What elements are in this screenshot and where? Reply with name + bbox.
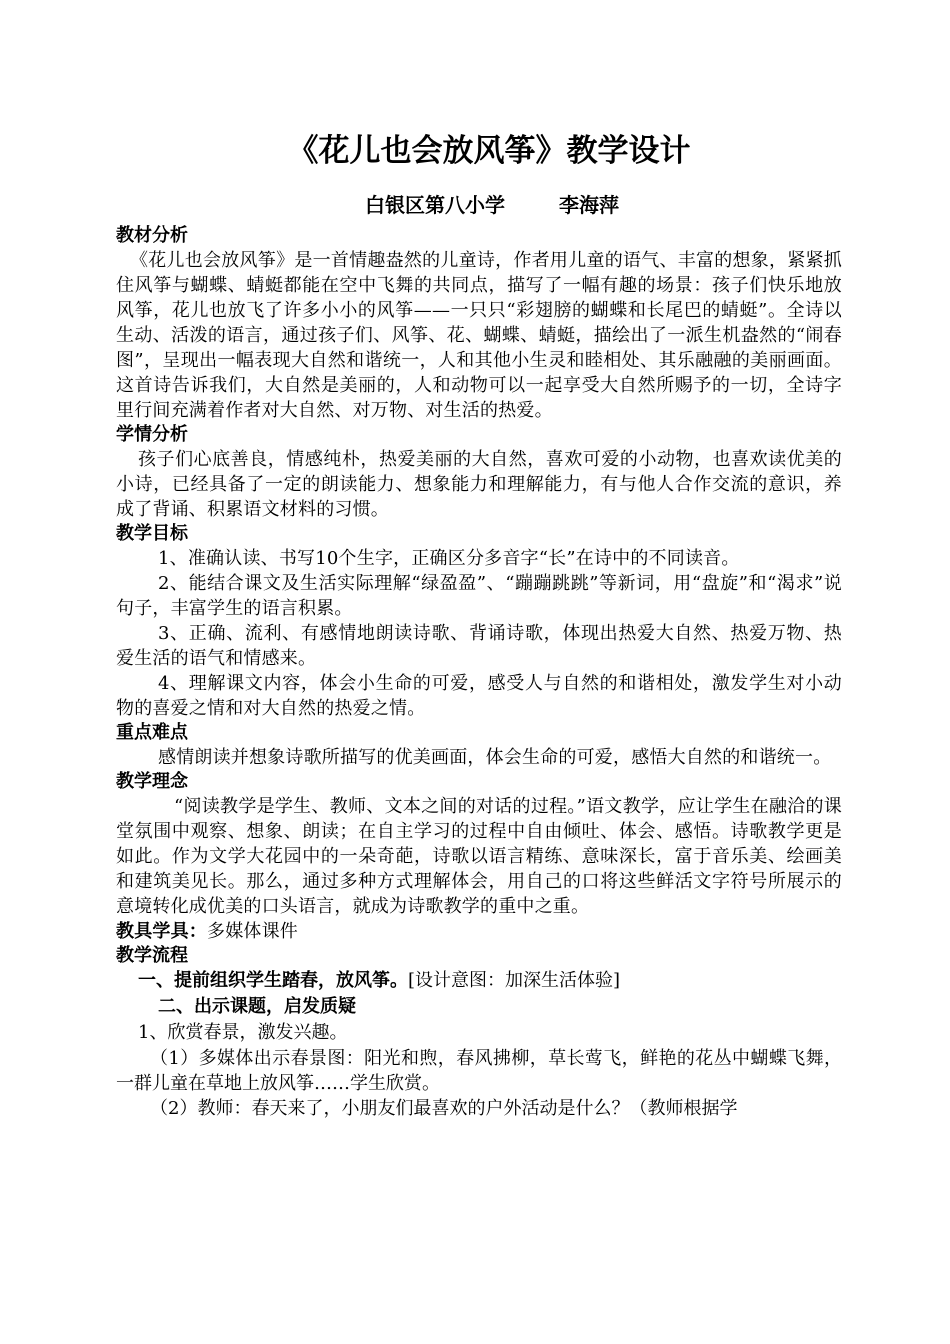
document-title: 《花儿也会放风筝》教学设计 xyxy=(287,133,691,169)
goal-item-3: 3、正确、流利、有感情地朗读诗歌、背诵诗歌，体现出热爱大自然、热爱万物、热爱生活的语气和情感来。 xyxy=(116,623,842,669)
tools-label: 教具学具： xyxy=(116,921,207,942)
process-step-1 xyxy=(116,968,842,994)
keypoints-text: 感情朗读并想象诗歌所描写的优美画面，体会生命的可爱，感悟大自然的和谐统一。 xyxy=(158,747,832,768)
process-step-2: 二、出示课题，启发质疑 xyxy=(158,996,356,1017)
philosophy-text: “阅读教学是学生、教师、文本之间的对话的过程。”语文教学，应让学生在融洽的课堂氛围中观察、想象、朗读；在自主学习的过程中自由倾吐、体会、感悟。诗歌教学更是如此。作为文学大花园中的一朵奇葩，诗歌以语言精练、意味深长，富于音乐美、绘画美和建筑美见长。那么，通过多种方式理解体会，用自己的口将这些鲜活文字符号所展示的意境转化成优美的口头语言，就成为诗歌教学的重中之重。 xyxy=(116,796,842,917)
document-page xyxy=(116,128,842,1121)
goal-item-4: 4、理解课文内容，体会小生命的可爱，感受人与自然的和谐相处，激发学生对小动物的喜爱之情和对大自然的热爱之情。 xyxy=(116,673,842,719)
goal-item-2: 2、能结合课文及生活实际理解“绿盈盈”、“蹦蹦跳跳”等新词，用“盘旋”和“渴求”说句子，丰富学生的语言积累。 xyxy=(116,573,842,619)
student-analysis-text: 孩子们心底善良，情感纯朴，热爱美丽的大自然，喜欢可爱的小动物，也喜欢读优美的小诗，已经具备了一定的朗读能力、想象能力和理解能力，有与他人合作交流的意识，养成了背诵、积累语文材料的习惯。 xyxy=(116,449,842,520)
section-heading-process: 教学流程 xyxy=(116,945,188,966)
process-substep-1: 1、欣赏春景，激发兴趣。 xyxy=(138,1022,348,1043)
material-analysis-text: 《花儿也会放风筝》是一首情趣盎然的儿童诗，作者用儿童的语气、丰富的想象，紧紧抓住风筝与蝴蝶、蜻蜓都能在空中飞舞的共同点，描写了一幅有趣的场景：孩子们快乐地放风筝，花儿也放飞了许多小小的风筝——一只只“彩翅膀的蝴蝶和长尾巴的蜻蜓”。全诗以生动、活泼的语言，通过孩子们、风筝、花、蝴蝶、蜻蜓，描绘出了一派生机盎然的“闹春图”，呈现出一幅表现大自然和谐统一，人和其他小生灵和睦相处、其乐融融的美丽画面。这首诗告诉我们，大自然是美丽的，人和动物可以一起享受大自然所赐予的一切，全诗字里行间充满着作者对大自然、对万物、对生活的热爱。 xyxy=(116,250,842,421)
process-step-1-note: [设计意图：加深生活体验] xyxy=(408,970,621,991)
section-heading-goals: 教学目标 xyxy=(116,523,188,544)
process-substep-1a: （1）多媒体出示春景图：阳光和煦，春风拂柳，草长莺飞，鲜艳的花丛中蝴蝶飞舞，一群儿童在草地上放风筝……学生欣赏。 xyxy=(116,1048,842,1094)
section-heading-keypoints: 重点难点 xyxy=(116,722,188,743)
author-name: 李海萍 xyxy=(559,193,619,217)
process-step-1-title: 一、提前组织学生踏春，放风筝。 xyxy=(138,970,408,991)
school-name: 白银区第八小学 xyxy=(365,193,505,217)
goal-item-1: 1、准确认读、书写10个生字，正确区分多音字“长”在诗中的不同读音。 xyxy=(158,548,740,569)
process-substep-1b: （2）教师：春天来了，小朋友们最喜欢的户外活动是什么？（教师根据学 xyxy=(150,1098,738,1119)
section-heading-philosophy: 教学理念 xyxy=(116,771,188,792)
section-heading-students: 学情分析 xyxy=(116,424,188,445)
tools-value: 多媒体课件 xyxy=(207,921,298,942)
author-line xyxy=(116,186,842,224)
tools-line xyxy=(116,919,842,944)
section-heading-material: 教材分析 xyxy=(116,225,188,246)
